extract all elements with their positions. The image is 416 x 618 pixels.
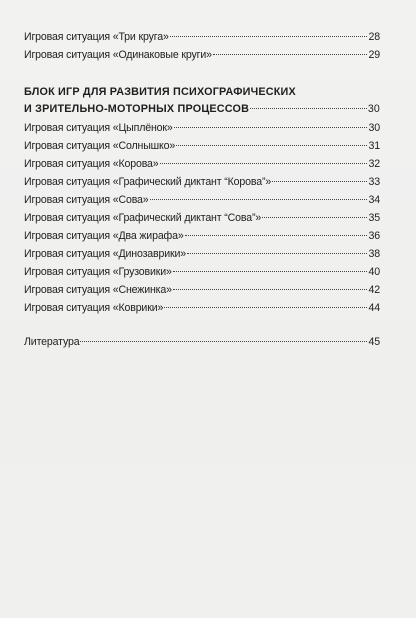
- toc-entry-label: Игровая ситуация «Цыплёнок»: [24, 122, 173, 134]
- toc-entry-label: Игровая ситуация «Грузовики»: [24, 266, 172, 278]
- leader-dots: [185, 235, 367, 236]
- leader-dots: [176, 145, 367, 146]
- toc-entry-label: Игровая ситуация «Графический диктант “Корова”»: [24, 176, 272, 188]
- toc-entry-label: Игровая ситуация «Три круга»: [24, 31, 169, 43]
- toc-entry-page: 34: [368, 194, 380, 206]
- section-title-line1: БЛОК ИГР ДЛЯ РАЗВИТИЯ ПСИХОГРАФИЧЕСКИХ: [24, 86, 296, 98]
- toc-entry-label: Игровая ситуация «Динозаврики»: [24, 248, 186, 260]
- table-of-contents: [24, 28, 380, 351]
- toc-entry-page: 36: [368, 230, 380, 242]
- leader-dots: [213, 54, 367, 55]
- toc-entry-label: Игровая ситуация «Одинаковые круги»: [24, 49, 212, 61]
- toc-entry: [24, 209, 380, 227]
- toc-entry: [24, 245, 380, 263]
- leader-dots: [173, 289, 367, 290]
- toc-entry: [24, 191, 380, 209]
- section-title-row: [24, 101, 380, 119]
- toc-entry: [24, 173, 380, 191]
- toc-entry: [24, 281, 380, 299]
- leader-dots: [174, 127, 367, 128]
- toc-entry-page: 28: [368, 31, 380, 43]
- toc-entry: [24, 263, 380, 281]
- toc-entry-page: 40: [368, 266, 380, 278]
- spacer: [24, 317, 380, 333]
- toc-entry-label: Игровая ситуация «Графический диктант “Сова”»: [24, 212, 262, 224]
- toc-entry-page: 44: [368, 302, 380, 314]
- leader-dots: [262, 217, 367, 218]
- leader-dots: [272, 181, 367, 182]
- leader-dots: [80, 341, 367, 342]
- leader-dots: [250, 108, 367, 109]
- toc-entry-page: 33: [368, 176, 380, 188]
- section-title-line2: И ЗРИТЕЛЬНО-МОТОРНЫХ ПРОЦЕССОВ: [24, 103, 250, 115]
- leader-dots: [170, 36, 367, 37]
- section-page: 30: [367, 103, 380, 115]
- toc-entry-page: 29: [368, 49, 380, 61]
- toc-entry: [24, 137, 380, 155]
- toc-entry-literature: [24, 333, 380, 351]
- toc-entry: [24, 46, 380, 64]
- leader-dots: [160, 163, 367, 164]
- toc-entry-label: Игровая ситуация «Коврики»: [24, 302, 164, 314]
- toc-entry: [24, 155, 380, 173]
- toc-entry: [24, 119, 380, 137]
- toc-entry-page: 42: [368, 284, 380, 296]
- leader-dots: [150, 199, 367, 200]
- toc-entry-label: Игровая ситуация «Два жирафа»: [24, 230, 184, 242]
- toc-entry-label: Игровая ситуация «Солнышко»: [24, 140, 176, 152]
- toc-entry-label: Игровая ситуация «Корова»: [24, 158, 159, 170]
- toc-entry-page: 45: [368, 336, 380, 348]
- toc-entry-page: 32: [368, 158, 380, 170]
- leader-dots: [164, 307, 367, 308]
- toc-entry: [24, 299, 380, 317]
- toc-entry-page: 30: [368, 122, 380, 134]
- toc-entry-label: Игровая ситуация «Снежинка»: [24, 284, 172, 296]
- toc-entry-page: 31: [368, 140, 380, 152]
- section-heading: [24, 84, 380, 119]
- toc-entry: [24, 227, 380, 245]
- toc-entry-page: 35: [368, 212, 380, 224]
- toc-entry: [24, 28, 380, 46]
- toc-entry-label: Литература: [24, 336, 80, 348]
- toc-entry-label: Игровая ситуация «Сова»: [24, 194, 149, 206]
- toc-entry-page: 38: [368, 248, 380, 260]
- leader-dots: [173, 271, 367, 272]
- leader-dots: [187, 253, 367, 254]
